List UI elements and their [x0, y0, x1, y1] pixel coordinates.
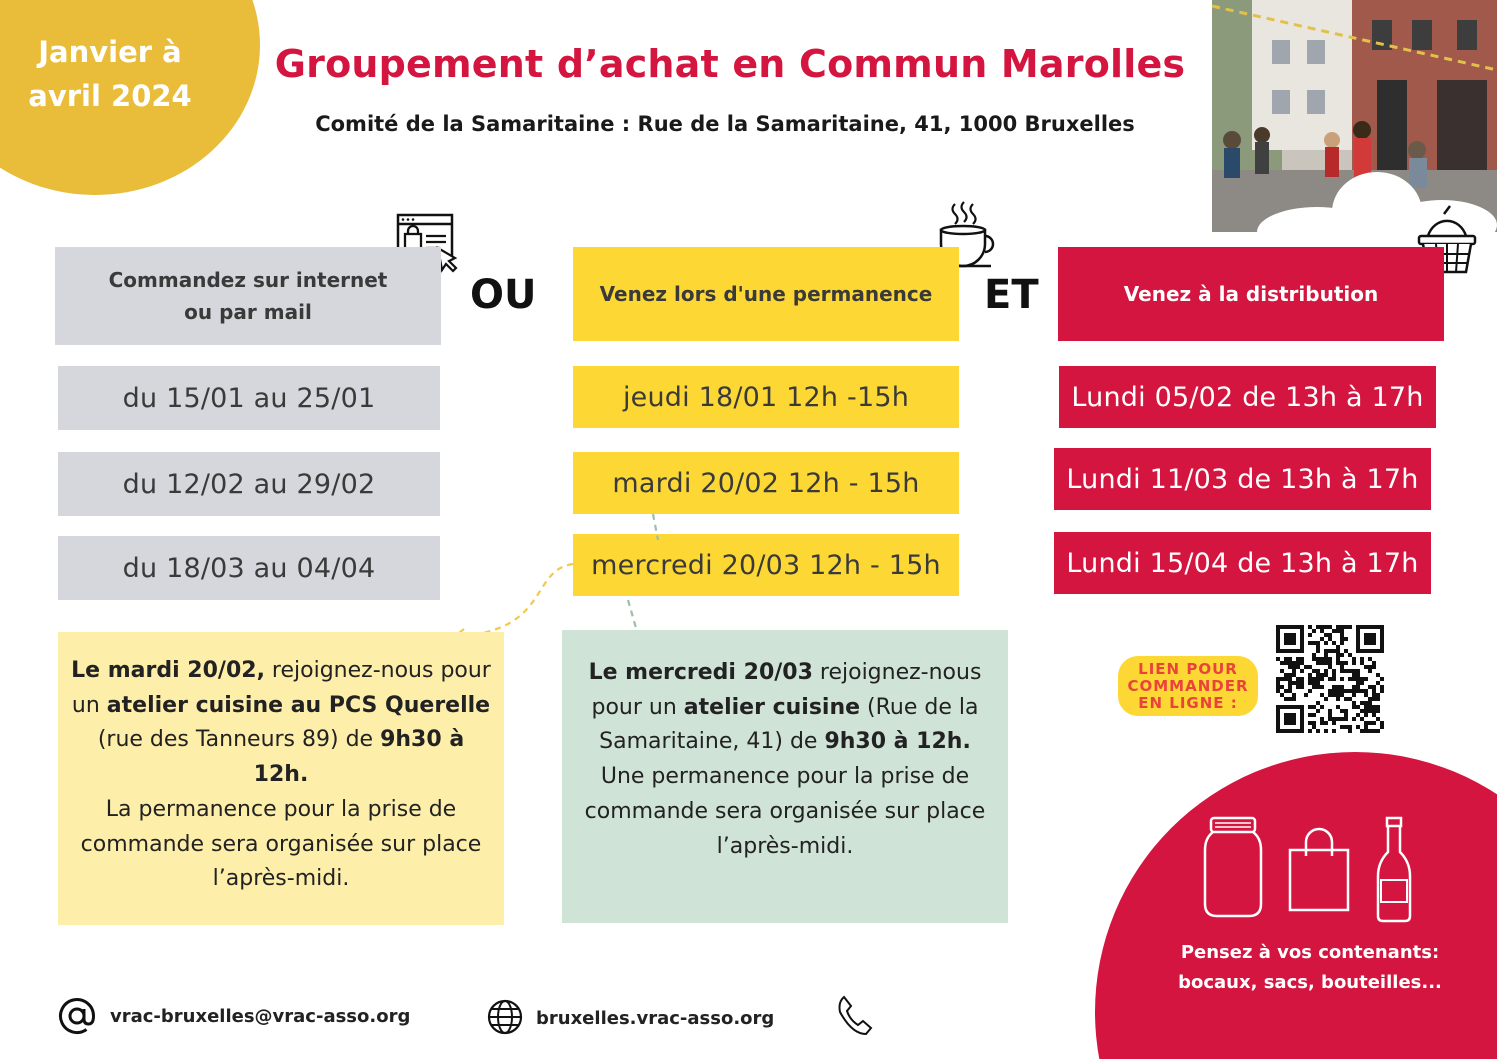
street-photo: [1212, 0, 1497, 232]
workshop-mar-text-3: Une permanence pour la prise de commande sera organisée sur place l’après-midi.: [584, 764, 986, 859]
connector-or: OU: [470, 272, 537, 318]
at-icon: [57, 996, 97, 1036]
bag-icon: [1286, 826, 1352, 914]
distribution-date-3: Lundi 15/04 de 13h à 17h: [1054, 532, 1431, 594]
distribution-date-2: Lundi 11/03 de 13h à 17h: [1054, 448, 1431, 510]
workshop-feb-text-1: rejoignez-nous pour un: [71, 658, 491, 718]
workshop-mar-place: atelier cuisine: [683, 694, 861, 720]
permanence-date-1: jeudi 18/01 12h -15h: [573, 366, 959, 428]
workshop-feb-text-3: La permanence pour la prise de commande sera organisée sur place l’après-midi.: [80, 796, 482, 892]
address-subtitle: Comité de la Samaritaine : Rue de la Samaritaine, 41, 1000 Bruxelles: [315, 112, 1135, 136]
online-date-2: du 12/02 au 29/02: [58, 452, 440, 516]
online-date-1: du 15/01 au 25/01: [58, 366, 440, 430]
jar-icon: [1203, 816, 1263, 920]
qr-code-icon[interactable]: [1276, 625, 1384, 733]
phone-icon: [835, 994, 873, 1036]
page-title: Groupement d’achat en Commun Marolles: [274, 42, 1186, 86]
online-date-3: du 18/03 au 04/04: [58, 536, 440, 600]
permanence-date-3: mercredi 20/03 12h - 15h: [573, 534, 959, 596]
distribution-date-1: Lundi 05/02 de 13h à 17h: [1059, 366, 1436, 428]
workshop-mar-box: [562, 630, 1008, 923]
permanence-date-2: mardi 20/02 12h - 15h: [573, 452, 959, 514]
workshop-mar-date: Le mercredi 20/03: [588, 660, 813, 685]
footer-email[interactable]: vrac-bruxelles@vrac-asso.org: [110, 1006, 411, 1027]
connector-and: ET: [984, 272, 1039, 318]
workshop-feb-place: atelier cuisine au PCS Querelle: [106, 692, 491, 718]
period-label: Janvier à avril 2024: [28, 35, 192, 113]
workshop-feb-time: 9h30 à 12h.: [253, 727, 465, 788]
bottle-icon: [1375, 816, 1413, 924]
workshop-mar-text-1: rejoignez-nous pour un: [591, 660, 982, 720]
workshop-feb-text-2: (rue des Tanneurs 89) de: [97, 727, 381, 753]
workshop-feb-date: Le mardi 20/02,: [71, 658, 265, 683]
qr-label: LIEN POUR COMMANDER EN LIGNE :: [1118, 656, 1258, 716]
containers-note: Pensez à vos contenants: bocaux, sacs, bouteilles...: [1178, 942, 1442, 993]
workshop-feb-box: [58, 632, 504, 925]
header-online-order: Commandez sur internet ou par mail: [55, 247, 441, 345]
workshop-mar-time: 9h30 à 12h.: [824, 729, 971, 755]
workshop-mar-text-2: (Rue de la Samaritaine, 41) de: [599, 694, 979, 755]
globe-icon: [486, 998, 524, 1036]
header-permanence: Venez lors d'une permanence: [573, 247, 959, 341]
header-distribution: Venez à la distribution: [1058, 247, 1444, 341]
footer-website[interactable]: bruxelles.vrac-asso.org: [536, 1008, 775, 1029]
